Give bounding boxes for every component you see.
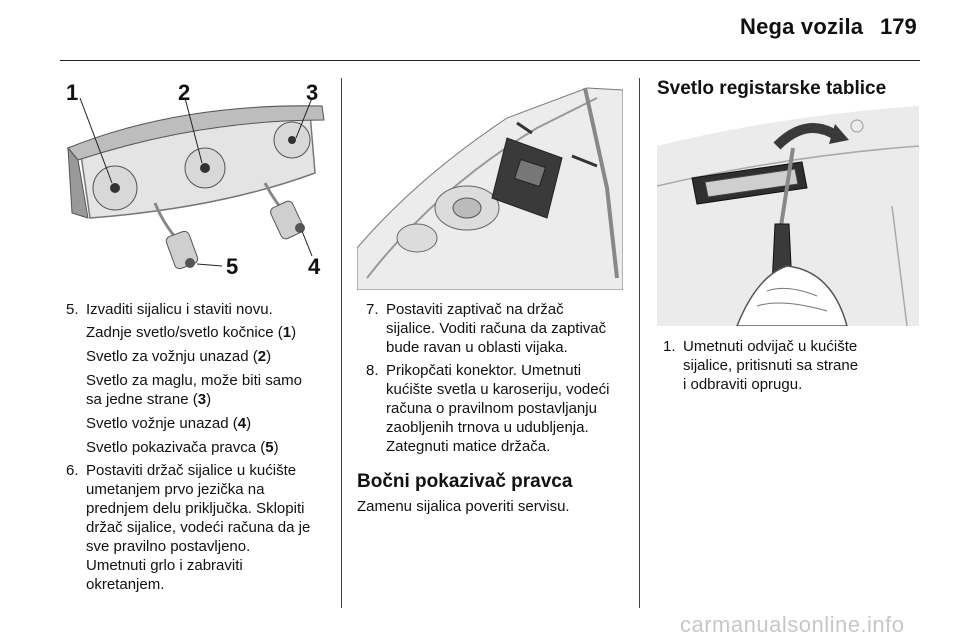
step-number: 6. bbox=[66, 462, 79, 479]
callout-label-2: 2 bbox=[178, 80, 191, 105]
header-rule bbox=[60, 60, 920, 61]
step-line: prednjem delu priključka. Sklopiti bbox=[86, 500, 305, 517]
column-divider bbox=[341, 78, 342, 608]
license-plate-light-illustration bbox=[657, 106, 919, 326]
callout-label-5: 5 bbox=[226, 254, 239, 279]
step-line: Prikopčati konektor. Umetnuti bbox=[386, 362, 582, 379]
step-5 bbox=[66, 300, 336, 320]
step-number: 5. bbox=[66, 301, 79, 318]
bulb-item-3b: sa jedne strane (3) bbox=[86, 391, 212, 408]
column-divider bbox=[639, 78, 640, 608]
step-line: Zategnuti matice držača. bbox=[386, 438, 551, 455]
step-line: sijalice, pritisnuti sa strane bbox=[683, 357, 859, 374]
step-line: i odbraviti oprugu. bbox=[683, 376, 803, 393]
step-text: Izvaditi sijalicu i staviti novu. bbox=[86, 301, 273, 318]
step-1 bbox=[663, 337, 919, 397]
bulb-item-1: Zadnje svetlo/svetlo kočnice (1) bbox=[86, 324, 297, 341]
step-line: bude ravan u oblasti vijaka. bbox=[386, 339, 568, 356]
step-8 bbox=[366, 361, 632, 461]
step-line: Umetnuti odvijač u kućište bbox=[683, 338, 858, 355]
callout-label-4: 4 bbox=[308, 254, 321, 279]
step-line: Postaviti zaptivač na držač bbox=[386, 301, 564, 318]
step-6 bbox=[66, 461, 336, 601]
section-text: Zamenu sijalica poveriti servisu. bbox=[357, 498, 570, 515]
step-line: sijalice. Voditi računa da zaptivač bbox=[386, 320, 607, 337]
page-number: 179 bbox=[880, 14, 917, 39]
watermark: carmanualsonline.info bbox=[680, 612, 905, 637]
step-number: 8. bbox=[366, 362, 379, 379]
step-line: kućište svetla u karoseriju, vodeći bbox=[386, 381, 610, 398]
bulb-item-5: Svetlo pokazivača pravca (5) bbox=[86, 439, 279, 456]
step-line: Umetnuti grlo i zabraviti bbox=[86, 557, 243, 574]
step-line: Postaviti držač sijalice u kućište bbox=[86, 462, 297, 479]
callout-label-1: 1 bbox=[66, 80, 79, 105]
tail-light-bulb-holder-illustration bbox=[60, 78, 330, 290]
bulb-item-3a: Svetlo za maglu, može biti samo bbox=[86, 372, 302, 389]
bulb-item-2: Svetlo za vožnju unazad (2) bbox=[86, 348, 272, 365]
step-line: okretanjem. bbox=[86, 576, 165, 593]
step-number: 7. bbox=[366, 301, 379, 318]
bulb-item-4: Svetlo vožnje unazad (4) bbox=[86, 415, 252, 432]
step-line: zaobljenih trnova u udubljenja. bbox=[386, 419, 589, 436]
section-title-side-indicator: Bočni pokazivač pravca bbox=[357, 471, 573, 492]
chapter-title: Nega vozila bbox=[740, 14, 864, 39]
step-line: držač sijalice, vodeći računa da je bbox=[86, 519, 311, 536]
step-line: računa o pravilnom postavljanju bbox=[386, 400, 597, 417]
step-line: sve pravilno postavljeno. bbox=[86, 538, 251, 555]
step-number: 1. bbox=[663, 338, 676, 355]
step-line: umetanjem prvo jezička na bbox=[86, 481, 265, 498]
step-7 bbox=[366, 300, 632, 360]
section-title-license-plate-light: Svetlo registarske tablice bbox=[657, 78, 887, 99]
callout-label-3: 3 bbox=[306, 80, 319, 105]
bulb-holder-connector-illustration bbox=[357, 78, 623, 290]
